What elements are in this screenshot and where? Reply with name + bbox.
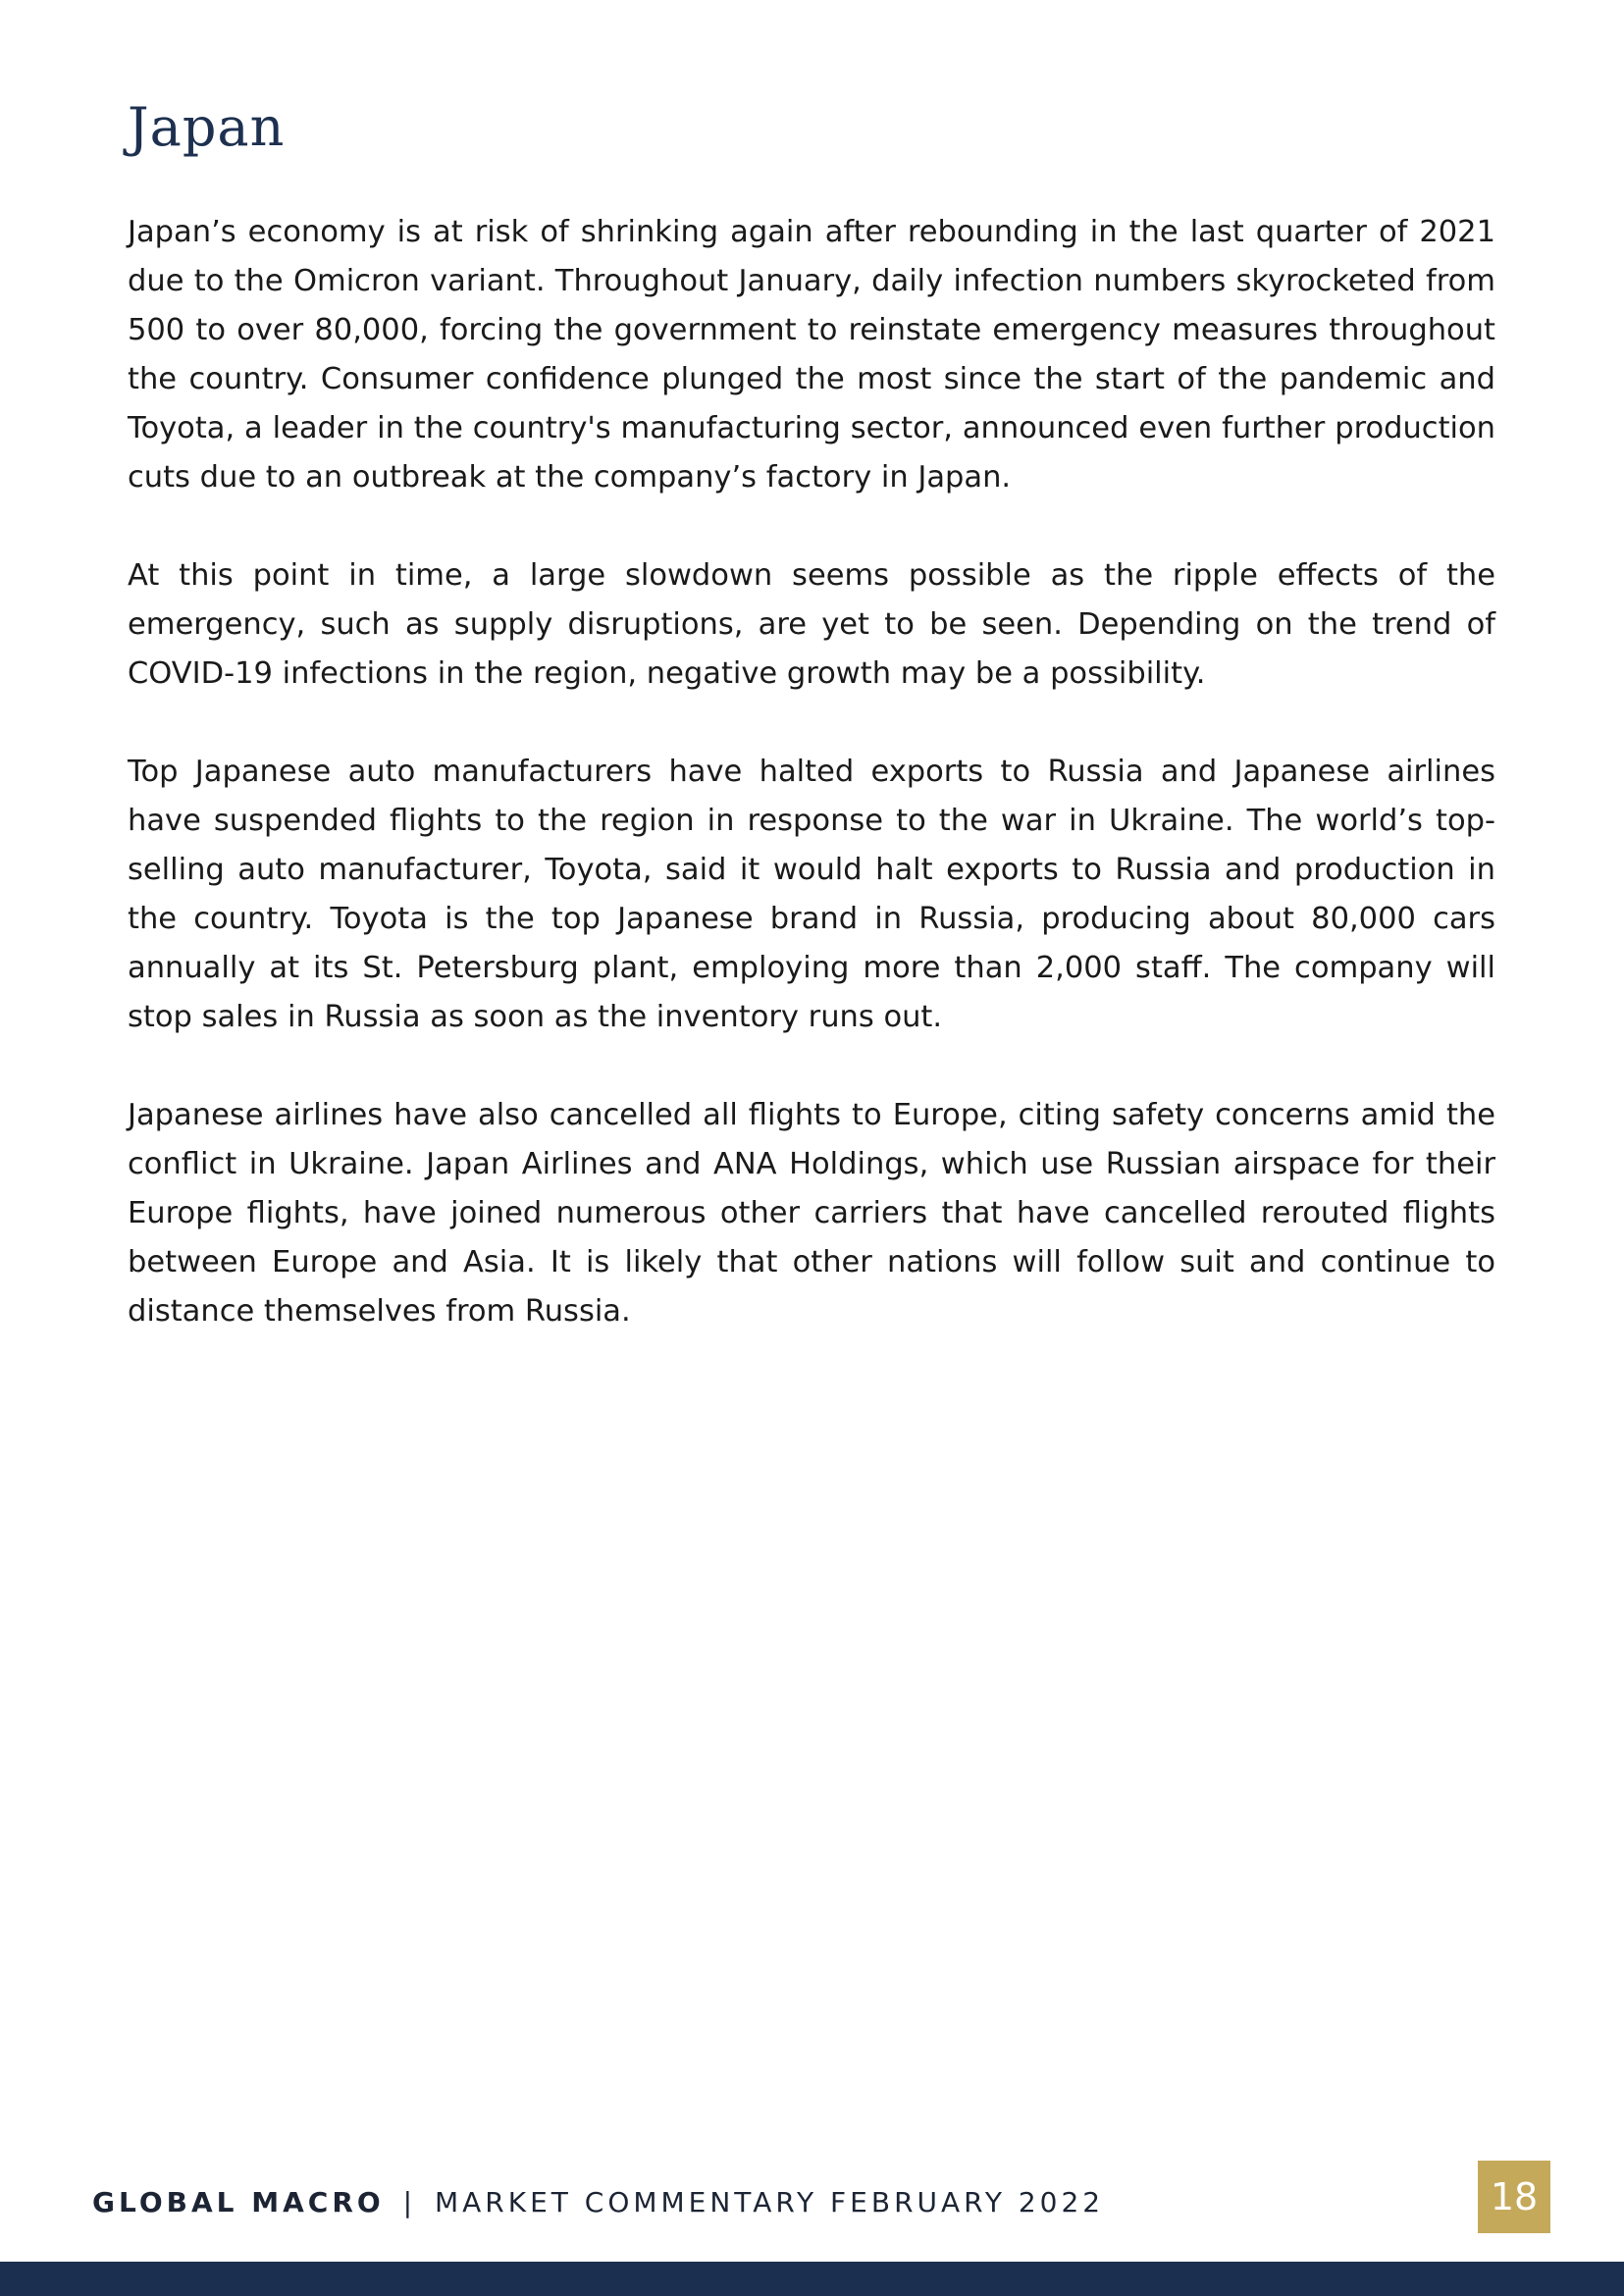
paragraph: At this point in time, a large slowdown seems possible as the ripple effects of the emergency, such as supply disruptions, are yet to be seen. Depending on the trend of COVID-19 infections in the region, negative growth may be a possibility.: [128, 558, 1495, 691]
footer-separator: |: [402, 2186, 417, 2218]
paragraph: Top Japanese auto manufacturers have halted exports to Russia and Japanese airlines have suspended flights to the region in response to the war in Ukraine. The world’s top-selling auto manufacturer, Toyota, said it would halt exports to Russia and production in the country. Toyota is the top Japanese brand in Russia, producing about 80,000 cars annually at its St. Petersburg plant, employing more than 2,000 staff. The company will stop sales in Russia as soon as the inventory runs out.: [128, 755, 1495, 1034]
bottom-bar: [0, 2262, 1624, 2296]
footer-brand: GLOBAL MACRO: [92, 2186, 385, 2218]
footer-subtitle: MARKET COMMENTARY FEBRUARY 2022: [434, 2186, 1105, 2218]
page-title: Japan: [128, 96, 286, 158]
page-number-badge: 18: [1478, 2161, 1550, 2233]
page-footer: [92, 2181, 1104, 2224]
article-body: [128, 208, 1495, 1385]
paragraph: Japan’s economy is at risk of shrinking again after rebounding in the last quarter of 2021 due to the Omicron variant. Throughout January, daily infection numbers skyrocketed from 500 to over 80,000, forcing the government to reinstate emergency measures throughout the country. Consumer confidence plunged the most since the start of the pandemic and Toyota, a leader in the country's manufacturing sector, announced even further production cuts due to an outbreak at the company’s factory in Japan.: [128, 215, 1495, 495]
paragraph: Japanese airlines have also cancelled all flights to Europe, citing safety concerns amid the conflict in Ukraine. Japan Airlines and ANA Holdings, which use Russian airspace for their Europe flights, have joined numerous other carriers that have cancelled rerouted flights between Europe and Asia. It is likely that other nations will follow suit and continue to distance themselves from Russia.: [128, 1098, 1495, 1329]
